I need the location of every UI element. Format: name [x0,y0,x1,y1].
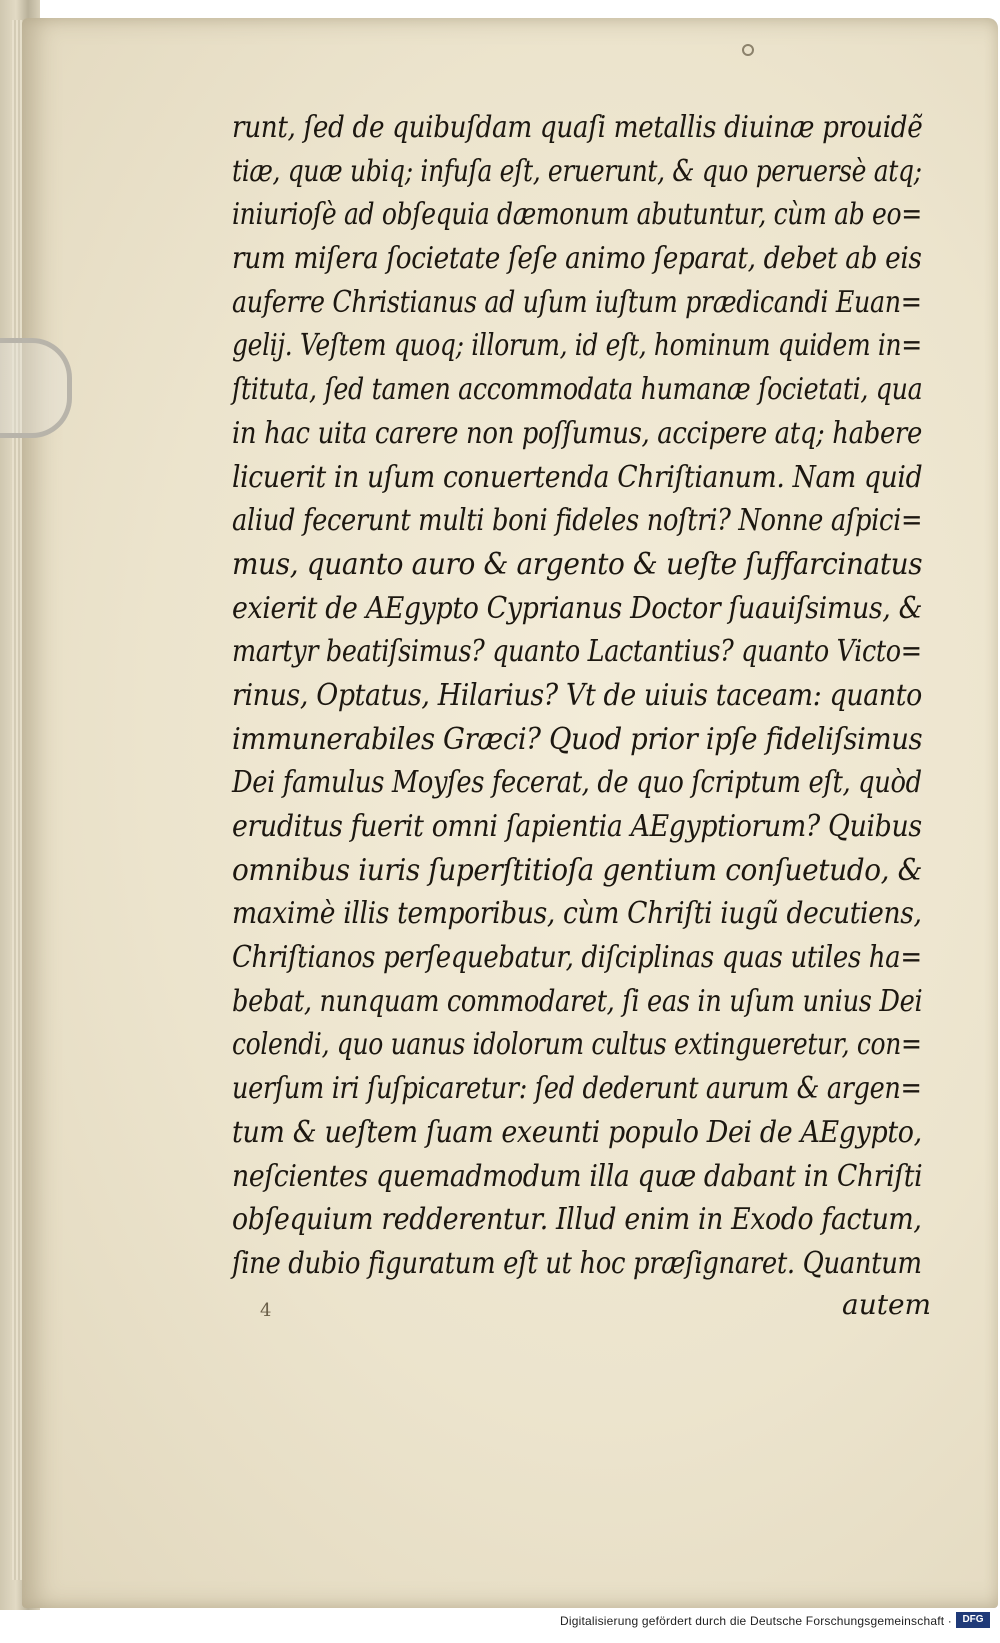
paper-clip-icon [0,338,72,438]
text-line: mus, quanto auro & argento & ueſte ſuffarcinatus [232,546,923,581]
text-line: licuerit in uſum conuertenda Chriſtianum. Nam quid [232,459,923,494]
text-line: in hac uita carere non poſſumus, accipere atq; habere [232,415,922,450]
text-line: exierit de AEgypto Cyprianus Doctor ſuauiſsimus, & [232,590,923,625]
text-line: rum miſera ſocietate ſeſe animo ſeparat, debet ab eis [232,241,922,276]
text-line: obſequium redderentur. Illud enim in Exodo factum, [232,1202,922,1237]
text-line: uerſum iri ſuſpicaretur: ſed dederunt aurum & argen= [232,1071,922,1106]
text-line: eruditus fuerit omni ſapientia AEgyptiorum? Quibus [232,809,922,843]
catchword: autem [842,1288,932,1321]
text-line: iniurioſè ad obſequia dæmonum abutuntur, cùm ab eo= [232,197,922,232]
text-line: colendi, quo uanus idolorum cultus extingueretur, con= [232,1027,922,1062]
text-line: gelij. Veſtem quoq; illorum, id eſt, hominum quidem in= [232,328,922,363]
text-line: neſcientes quemadmodum illa quæ dabant in Chriſti [232,1158,923,1193]
text-line: maximè illis temporibus, cùm Chriſti iugũ decutiens, [232,896,922,931]
signature-mark: 4 [260,1300,272,1321]
text-line: Chriſtianos perſequebatur, diſciplinas quas utiles ha= [232,940,922,975]
text-line: tiæ, quæ ubiq; infuſa eſt, eruerunt, & quo peruersè atq; [232,153,922,188]
dfg-logo-icon: DFG [956,1612,990,1628]
page-text [232,106,922,1286]
text-line: rinus, Optatus, Hilarius? Vt de uiuis taceam: quanto [232,677,922,712]
wormhole-mark-icon [742,44,754,56]
text-line: omnibus iuris ſuperſtitioſa gentium conſuetudo, & [232,852,923,887]
text-line: ſtituta, ſed tamen accommodata humanæ ſocietati, qua [232,372,923,407]
text-line: bebat, nunquam commodaret, ſi eas in uſum unius Dei [232,983,923,1018]
funding-credit: Digitalisierung gefördert durch die Deutsche Forschungsgemeinschaft · [560,1614,952,1628]
text-line: tum & ueſtem ſuam exeunti populo Dei de AEgypto, [232,1114,922,1149]
text-line: ſine dubio figuratum eſt ut hoc præſignaret. Quantum [232,1245,922,1280]
text-line: auferre Christianus ad uſum iuſtum prædicandi Euan= [232,284,922,319]
text-line: Dei famulus Moyſes fecerat, de quo ſcriptum eſt, quòd [232,765,922,800]
text-line: aliud fecerunt multi boni fideles noſtri? Nonne aſpici= [232,503,923,538]
text-line: runt, ſed de quibuſdam quaſi metallis diuinæ prouidẽ [232,110,923,144]
text-line: martyr beatiſsimus? quanto Lactantius? quanto Victo= [232,634,922,669]
text-line: immunerabiles Græci? Quod prior ipſe fideliſsimus [232,721,923,756]
